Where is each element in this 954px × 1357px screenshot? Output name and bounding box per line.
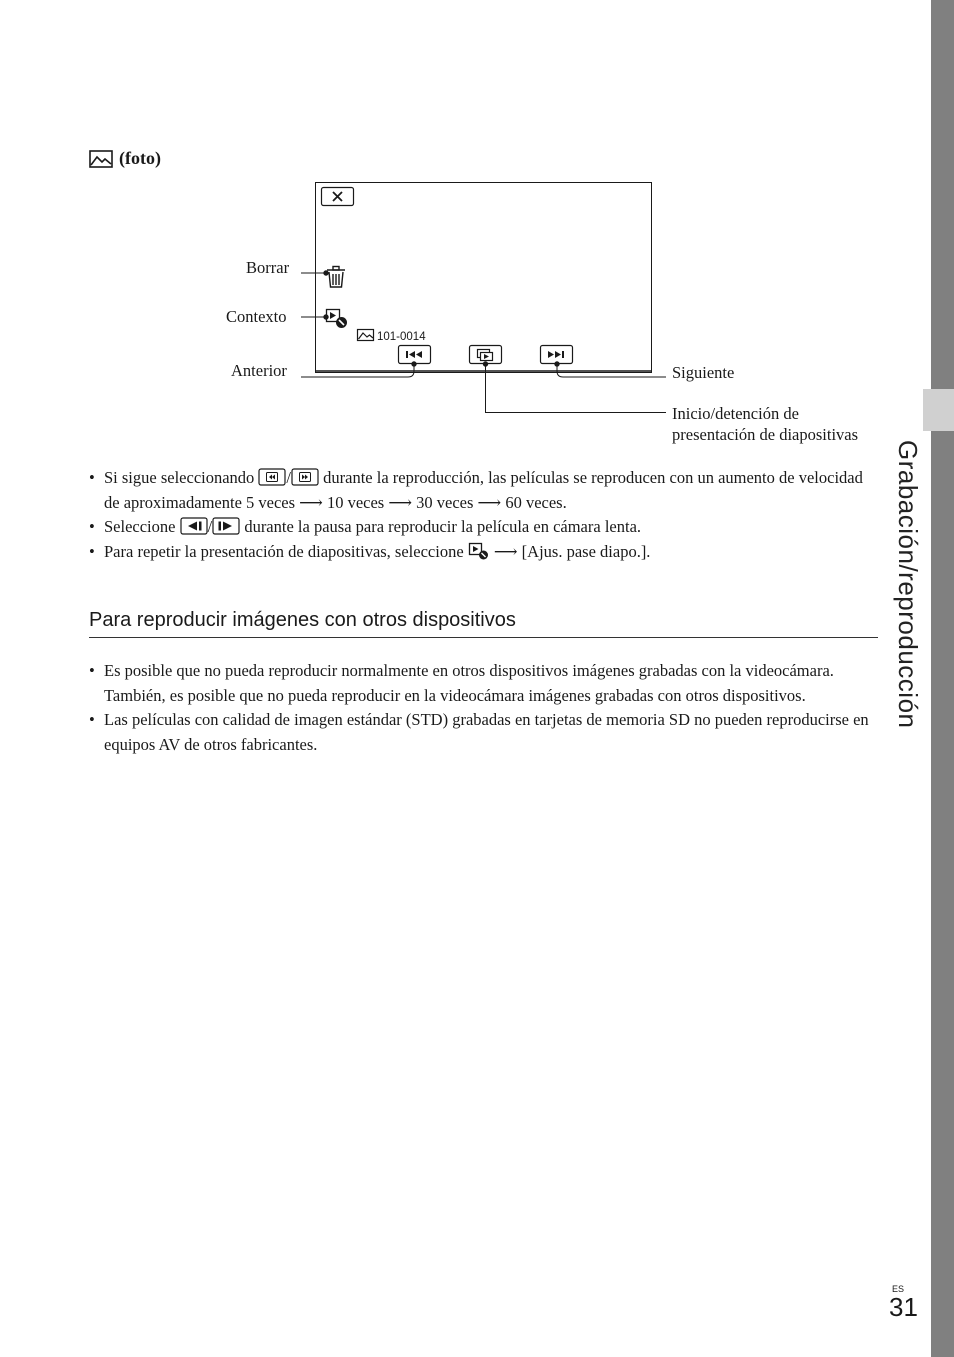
playback-screen-diagram: [0, 0, 954, 460]
chapter-title: Grabación/reproducción: [893, 440, 923, 729]
previous-button[interactable]: [399, 346, 431, 364]
close-button[interactable]: [322, 188, 354, 206]
screen-frame: [316, 183, 652, 373]
label-slideshow-line2: presentación de diapositivas: [672, 425, 859, 444]
list-item: • Para repetir la presentación de diapositivas, seleccione ⟶ [Ajus. pase diapo.].: [89, 540, 879, 565]
arrow-icon: ⟶: [388, 492, 413, 512]
list-item: • Las películas con calidad de imagen estándar (STD) grabadas en tarjetas de memoria SD no pueden reproducirse en equipos AV de otros fabricantes.: [89, 708, 879, 757]
slideshow-button[interactable]: [470, 346, 502, 364]
label-delete: Borrar: [246, 258, 290, 277]
page-language: ES: [892, 1284, 905, 1294]
list-item: • Si sigue seleccionando / durante la reproducción, las películas se reproducen con un aumento de velocidad de aproximadamente 5 veces ⟶ 10 veces ⟶ 30 veces ⟶ 60 veces.: [89, 466, 879, 515]
photo-heading-label: (foto): [119, 148, 161, 168]
slow-reverse-icon: [180, 517, 208, 535]
page-number: 31: [889, 1292, 918, 1322]
label-next: Siguiente: [672, 363, 735, 382]
next-button[interactable]: [541, 346, 573, 364]
rewind-icon: [258, 468, 286, 486]
arrow-icon: ⟶: [477, 492, 502, 512]
list-item: • Es posible que no pueda reproducir normalmente en otros dispositivos imágenes grabadas con la videocámara. También, es posible que no pueda reproducir en la videocámara imágenes grabadas con otros dispositivos.: [89, 659, 879, 708]
compatibility-notes: [89, 659, 879, 757]
playback-notes: [89, 466, 879, 564]
trash-icon[interactable]: [327, 267, 345, 288]
fast-forward-icon: [291, 468, 319, 486]
arrow-icon: ⟶: [299, 492, 323, 512]
label-slideshow-line1: Inicio/detención de: [672, 404, 799, 423]
arrow-icon: ⟶: [493, 541, 518, 561]
section-title: Para reproducir imágenes con otros dispositivos: [89, 609, 878, 638]
label-slideshow: [672, 403, 858, 445]
list-item: • Seleccione / durante la pausa para reproducir la película en cámara lenta.: [89, 515, 879, 540]
label-previous: Anterior: [231, 361, 287, 380]
slow-forward-icon: [212, 517, 240, 535]
file-number: 101-0014: [377, 331, 426, 343]
label-context: Contexto: [226, 307, 287, 326]
context-icon: [468, 542, 490, 560]
